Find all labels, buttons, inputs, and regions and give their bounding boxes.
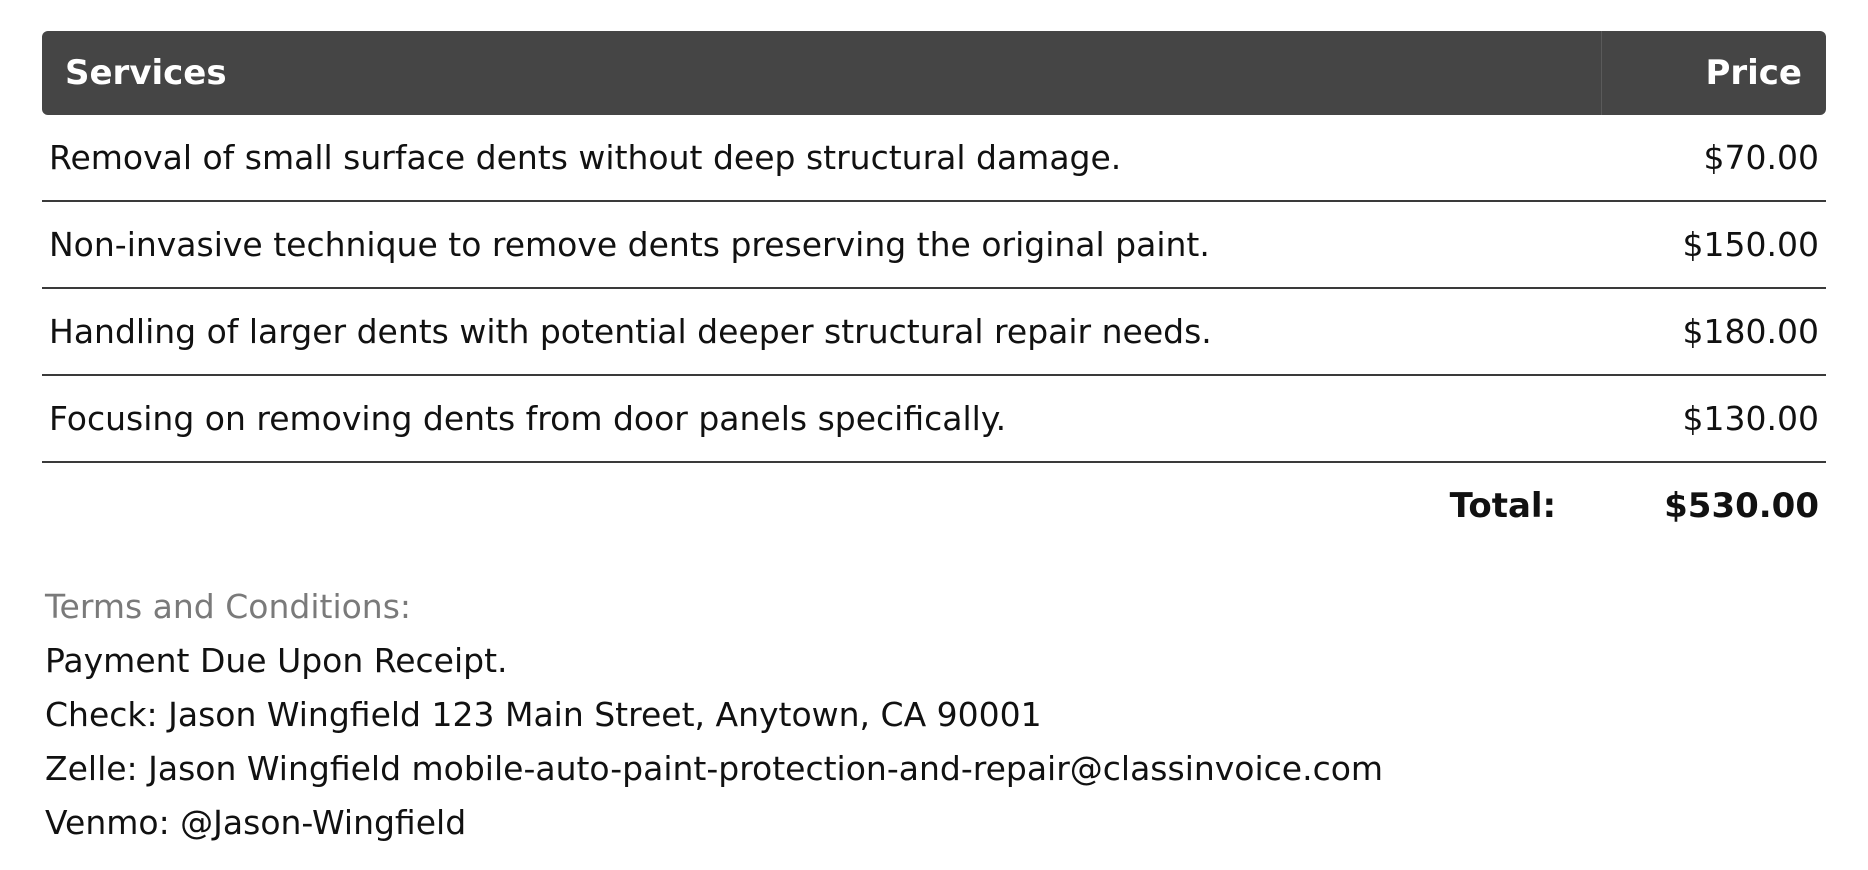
table-row bbox=[42, 202, 1826, 289]
service-description: Handling of larger dents with potential deeper structural repair needs. bbox=[49, 312, 1212, 351]
table-row bbox=[42, 376, 1826, 463]
service-price: $150.00 bbox=[1682, 225, 1819, 264]
total-label: Total: bbox=[1449, 486, 1557, 526]
zelle-payment-line: Zelle: Jason Wingfield mobile-auto-paint-protection-and-repair@classinvoice.com bbox=[45, 749, 1384, 788]
total-row bbox=[42, 463, 1826, 549]
service-description: Focusing on removing dents from door panels specifically. bbox=[49, 399, 1007, 438]
venmo-payment-line: Venmo: @Jason-Wingfield bbox=[45, 803, 467, 842]
table-row bbox=[42, 289, 1826, 376]
terms-title: Terms and Conditions: bbox=[45, 587, 412, 626]
services-column-header: Services bbox=[65, 53, 227, 93]
table-row bbox=[42, 115, 1826, 202]
table-header bbox=[42, 31, 1826, 115]
service-price: $70.00 bbox=[1703, 138, 1819, 177]
service-price: $130.00 bbox=[1682, 399, 1819, 438]
service-description: Non-invasive technique to remove dents preserving the original paint. bbox=[49, 225, 1210, 264]
service-price: $180.00 bbox=[1682, 312, 1819, 351]
services-table bbox=[42, 31, 1826, 549]
price-column-header: Price bbox=[1601, 31, 1826, 115]
service-description: Removal of small surface dents without deep structural damage. bbox=[49, 138, 1122, 177]
check-payment-line: Check: Jason Wingfield 123 Main Street, Anytown, CA 90001 bbox=[45, 695, 1042, 734]
total-value: $530.00 bbox=[1664, 486, 1819, 526]
payment-due-line: Payment Due Upon Receipt. bbox=[45, 641, 508, 680]
terms-section bbox=[45, 580, 1383, 850]
